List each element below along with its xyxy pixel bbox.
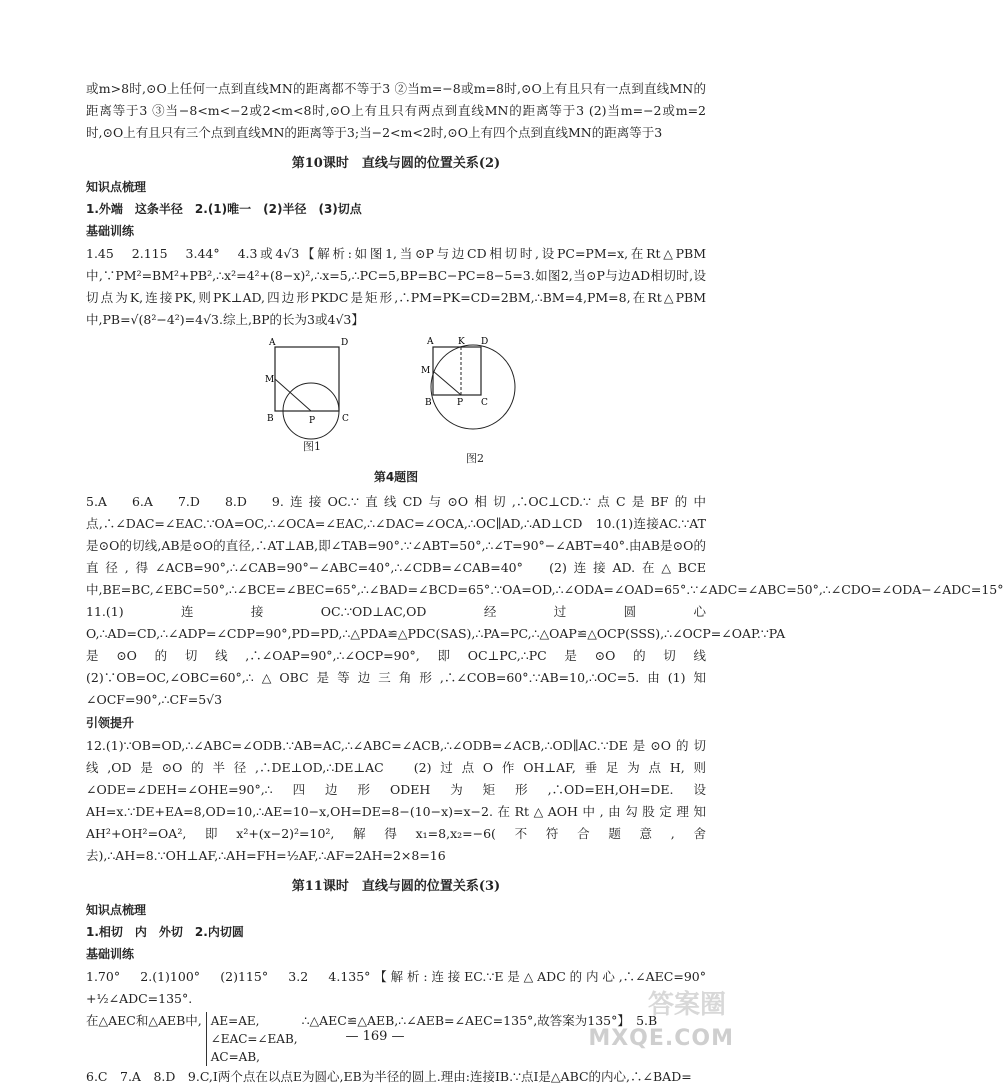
figure-1-drawing (257, 335, 367, 435)
fig1-point-D: D (341, 338, 349, 348)
fig2-point-M: M (421, 366, 431, 376)
figure-1-label: 图1 (303, 440, 321, 453)
lesson10-knowledge-heading: 知识点梳理 (86, 180, 147, 194)
figure-caption: 第4题图 (373, 470, 419, 484)
lesson10-answers-5-11: 5.A 6.A 7.D 8.D 9.连接OC.∵直线CD与⊙O相切,∴OC⊥CD.∵点C是BF的中点,∴∠DAC=∠EAC.∵OA=OC,∴∠OCA=∠EAC,∴∠DAC=∠OCA,∴OC∥AD,∴AD⊥CD 10.(1)连接AC.∵AT是⊙O的切线,AB是⊙O的直径,∴AT⊥AB,即∠TAB=90°.∵∠ABT=50°,∴∠T=90°−∠ABT=40°.由AB是⊙O的直径,得∠ACB=90°,∴∠CAB=90°−∠ABC=40°,∴∠CDB=∠CAB=40° (2)连接AD.在△BCE中,BE=BC,∠EBC=50°,∴∠BCE=∠BEC=65°,∴∠BAD=∠BCD=65°.∵OA=OD,∴∠ODA=∠OAD=65°.∵∠ADC=∠ABC=50°,∴∠CDO=∠ODA−∠ADC=15° 11.(1)连接OC.∵OD⊥AC,OD经过圆心O,∴AD=CD,∴∠ADP=∠CDP=90°,PD=PD,∴△PDA≌△PDC(SAS),∴PA=PC,∴△OAP≌△OCP(SSS),∴∠OCP=∠OAP.∵PA是⊙O的切线,∴∠OAP=90°,∴∠OCP=90°,即OC⊥PC,∴PC是⊙O的切线 (2)∵OB=OC,∠OBC=60°,∴△OBC是等边三角形,∴∠COB=60°.∵AB=10,∴OC=5.由(1)知∠OCF=90°,∴CF=5√3 (86, 494, 1004, 707)
watermark-cn: 答案圈 (647, 990, 726, 1020)
figure-2 (415, 335, 535, 466)
lesson10-advanced-text: 12.(1)∵OB=OD,∴∠ABC=∠ODB.∵AB=AC,∴∠ABC=∠ACB,∴∠ODB=∠ACB,∴OD∥AC.∵DE是⊙O的切线,OD是⊙O的半径,∴DE⊥OD,∴DE⊥AC (2)过点O作OH⊥AF,垂足为点H,则∠ODE=∠DEH=∠OHE=90°,∴四边形ODEH为矩形,∴OD=EH,OH=DE.设AH=x.∵DE+EA=8,OD=10,∴AE=10−x,OH=DE=8−(10−x)=x−2.在Rt△AOH中,由勾股定理知AH²+OH²=OA²,即x²+(x−2)²=10²,解得x₁=8,x₂=−6(不符合题意,舍去),∴AH=8.∵OH⊥AF,∴AH=FH=½AF,∴AF=2AH=2×8=16 (86, 738, 706, 863)
lesson10-advanced-heading: 引领提升 (86, 716, 135, 730)
lesson11-knowledge-heading: 知识点梳理 (86, 903, 147, 917)
page-number: — 169 — (345, 1029, 405, 1044)
fig1-point-P: P (309, 416, 316, 426)
watermark-url: MXQE.COM (588, 1026, 734, 1051)
fig2-point-C: C (481, 398, 488, 408)
lesson11-brace-prefix: 在△AEC和△AEB中, (86, 1013, 202, 1028)
lesson11-last-line: 6.C 7.A 8.D 9.C,I两个点在以点E为圆心,EB为半径的圆上.理由:连接IB.∵点I是△ABC的内心,∴∠BAD= (86, 1069, 692, 1084)
brace-line-3: AC=AB, (210, 1050, 260, 1064)
lesson11-title: 第11课时 直线与圆的位置关系(3) (291, 879, 501, 894)
lesson11-brace-suffix: ∴△AEC≌△AEB,∴∠AEB=∠AEC=135°,故答案为135°】 5.B (301, 1013, 658, 1028)
lesson10-basic-text: 1.45 2.115 3.44° 4.3或4√3【解析:如图1,当⊙P与边CD相切时,设PC=PM=x,在Rt△PBM中,∵PM²=BM²+PB²,∴x²=4²+(8−x)²,∴x=5,∴PC=5,BP=BC−PC=8−5=3.如图2,当⊙P与边AD相切时,设切点为K,连接PK,则PK⊥AD,四边形PKDC是矩形,∴PM=PK=CD=2BM,∴BM=4,PM=8,在Rt△PBM中,PB=√(8²−4²)=4√3.综上,BP的长为3或4√3】 (86, 246, 706, 327)
figure-2-label: 图2 (466, 452, 484, 465)
fig1-point-C: C (342, 414, 349, 424)
lesson11-knowledge-text: 1.相切 内 外切 2.内切圆 (86, 925, 244, 939)
lesson10-title: 第10课时 直线与圆的位置关系(2) (291, 156, 501, 171)
figure-row (86, 335, 706, 466)
figure-1 (257, 335, 367, 466)
top-paragraph: 或m>8时,⊙O上任何一点到直线MN的距离都不等于3 ②当m=−8或m=8时,⊙O上有且只有一点到直线MN的距离等于3 ③当−8<m<−2或2<m<8时,⊙O上有且只有两点到直线MN的距离等于3 (2)当m=−2或m=2时,⊙O上有且只有三个点到直线MN的距离等于3;当−2<m<2时,⊙O上有四个点到直线MN的距离等于3 (86, 81, 706, 140)
fig2-point-B: B (425, 398, 432, 408)
fig1-point-B: B (267, 414, 274, 424)
lesson10-knowledge-text: 1.外端 这条半径 2.(1)唯一 (2)半径 (3)切点 (86, 202, 362, 216)
fig2-point-P: P (457, 398, 464, 408)
figure-2-drawing (415, 335, 535, 447)
fig1-point-A: A (269, 338, 276, 348)
lesson11-basic-heading: 基础训练 (86, 947, 135, 961)
fig2-point-D: D (481, 337, 489, 347)
fig1-point-M: M (265, 375, 275, 385)
brace-line-2: ∠EAC=∠EAB, (210, 1032, 298, 1046)
fig2-point-A: A (427, 337, 434, 347)
brace-line-1: AE=AE, (210, 1014, 260, 1028)
lesson10-basic-heading: 基础训练 (86, 224, 135, 238)
fig2-point-K: K (458, 337, 465, 347)
page-content (86, 78, 1004, 1088)
lesson11-basic-intro: 1.70° 2.(1)100° (2)115° 3.2 4.135°【解析:连接EC.∵E是△ADC的内心,∴∠AEC=90°+½∠ADC=135°. (86, 969, 706, 1006)
